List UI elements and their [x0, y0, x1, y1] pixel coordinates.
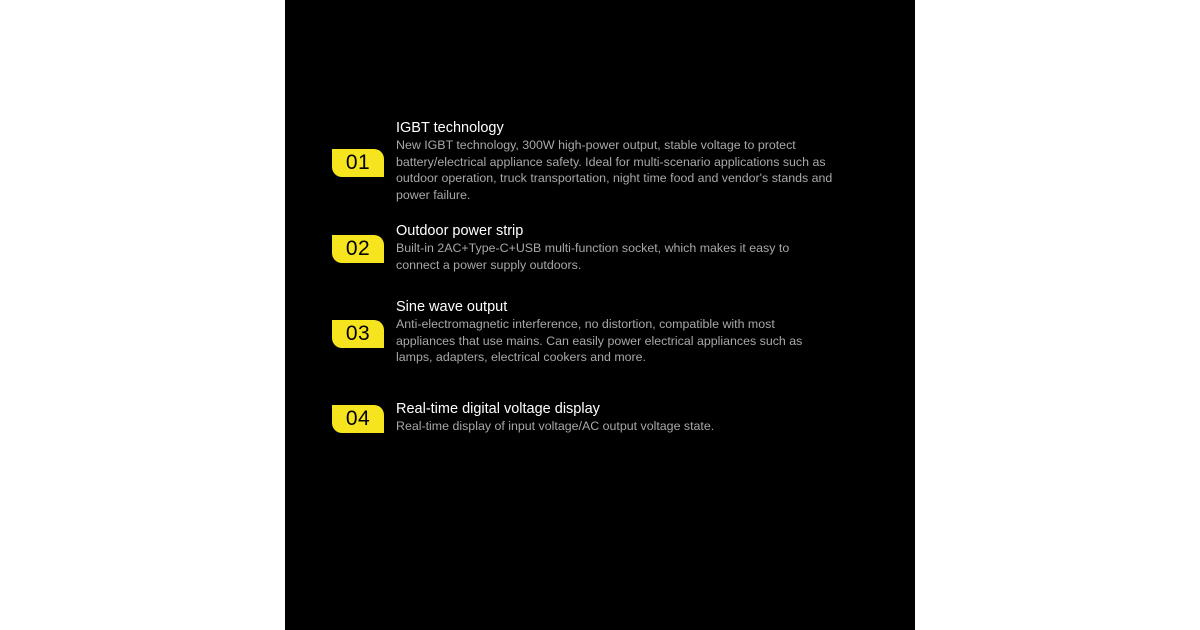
feature-description: New IGBT technology, 300W high-power output, stable voltage to protect battery/electrical appliance safety. Ideal for multi-scenario applications such as outdoor operation, truck transportation, night time food and vendor's stands and power failure.: [396, 138, 833, 202]
feature-title: Sine wave output: [396, 299, 508, 315]
feature-number-badge: 04: [332, 405, 384, 433]
feature-description: Real-time display of input voltage/AC output voltage state.: [396, 419, 715, 433]
feature-text: [396, 222, 811, 273]
feature-title: Real-time digital voltage display: [396, 401, 600, 417]
feature-description: Built-in 2AC+Type-C+USB multi-function socket, which makes it easy to connect a power supply outdoors.: [396, 241, 790, 272]
feature-description: Anti-electromagnetic interference, no distortion, compatible with most appliances that use mains. Can easily power electrical appliances such as lamps, adapters, electrical cookers and more.: [396, 317, 803, 365]
feature-title: IGBT technology: [396, 120, 504, 136]
feature-panel: [285, 0, 915, 630]
feature-text: [396, 298, 811, 366]
feature-text: [396, 400, 836, 435]
feature-text: [396, 119, 844, 203]
feature-number-badge: 03: [332, 320, 384, 348]
feature-number-badge: 01: [332, 149, 384, 177]
feature-title: Outdoor power strip: [396, 223, 524, 239]
feature-number-badge: 02: [332, 235, 384, 263]
